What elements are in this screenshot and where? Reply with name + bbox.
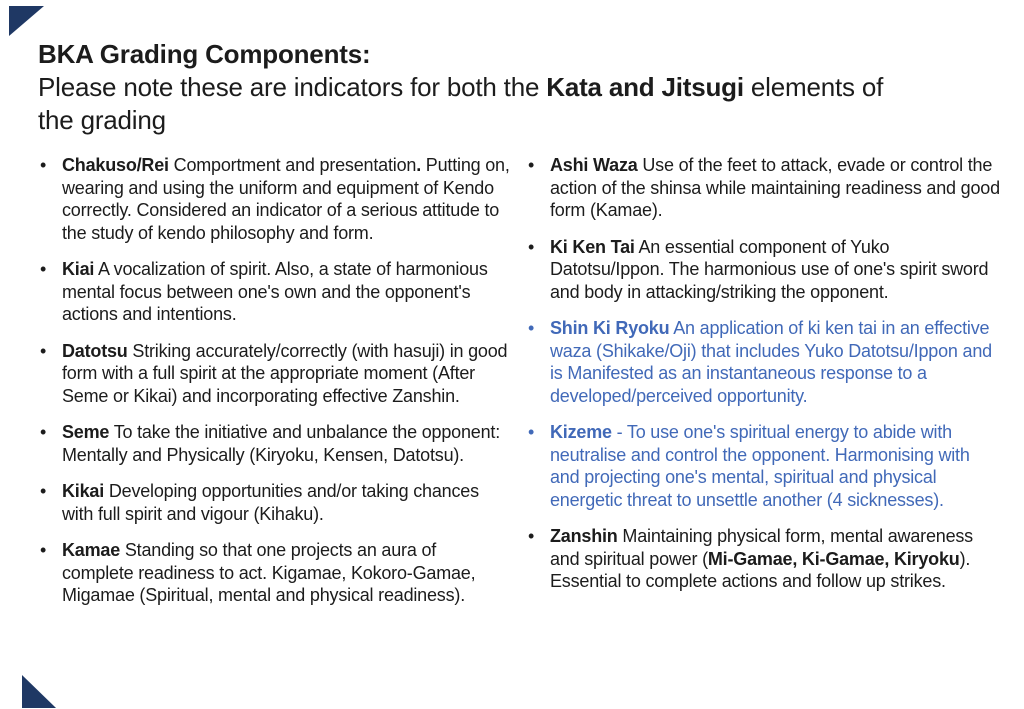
bullet-icon: • xyxy=(40,155,47,175)
bullet-icon: • xyxy=(40,422,47,442)
column-left xyxy=(38,154,510,621)
bullet-text: Kizeme - To use one's spiritual energy to abide with neutralise and control the opponent. Harmonising with and projecting one's mental, spiritual and physical energetic threat to unsettle another (4 sicknesses). xyxy=(550,422,970,510)
corner-accent-bottom-left-icon xyxy=(22,675,56,708)
bullet-item xyxy=(38,154,510,244)
bullet-icon: • xyxy=(528,155,535,175)
bullet-item xyxy=(526,154,1002,222)
bullet-icon: • xyxy=(528,318,535,338)
slide-header xyxy=(38,38,1000,137)
bullet-icon: • xyxy=(40,340,47,361)
bullet-item xyxy=(526,236,1002,304)
corner-accent-top-left-icon xyxy=(9,6,44,36)
bullet-text: Ki Ken Tai An essential component of Yuko Datotsu/Ippon. The harmonious use of one's spirit sword and body in attacking/striking the opponent. xyxy=(550,236,989,302)
bullet-item xyxy=(38,421,510,466)
subtitle-text-prefix: Please note these are indicators for both the xyxy=(38,72,547,102)
bullet-text: Shin Ki Ryoku An application of ki ken tai in an effective waza (Shikake/Oji) that includes Yuko Datotsu/Ippon and is Manifested as an instantaneous response to a developed/perceived opportunity. xyxy=(550,318,992,406)
bullet-text: Kikai Developing opportunities and/or taking chances with full spirit and vigour (Kihaku). xyxy=(62,481,479,524)
bullet-icon: • xyxy=(528,236,535,257)
bullet-item xyxy=(526,421,1002,511)
bullet-text: Seme To take the initiative and unbalance the opponent: Mentally and Physically (Kiryoku, Kensen, Datotsu). xyxy=(62,422,501,465)
bullet-text: Zanshin Maintaining physical form, mental awareness and spiritual power (Mi-Gamae, Ki-Gamae, Kiryoku). Essential to complete actions and follow up strikes. xyxy=(550,526,973,591)
bullet-item xyxy=(38,480,510,525)
bullet-icon: • xyxy=(40,481,47,501)
bullet-icon: • xyxy=(40,259,47,279)
content-columns xyxy=(38,154,1002,621)
slide-subtitle xyxy=(38,71,1000,137)
bullet-item xyxy=(38,539,510,607)
bullet-text: Datotsu Striking accurately/correctly (with hasuji) in good form with a full spirit at the appropriate moment (After Seme or Kikai) and incorporating effective Zanshin. xyxy=(62,340,508,406)
bullet-item xyxy=(38,258,510,326)
subtitle-bold-text: Kata and Jitsugi xyxy=(546,72,744,102)
subtitle-text-suffix: elements of xyxy=(743,72,884,102)
bullet-text: Chakuso/Rei Comportment and presentation. Putting on, wearing and using the uniform and equipment of Kendo correctly. Considered an indicator of a serious attitude to the study of kendo philosophy and form. xyxy=(62,155,510,243)
bullet-text: Kamae Standing so that one projects an aura of complete readiness to act. Kigamae, Kokoro-Gamae, Migamae (Spiritual, mental and physical readiness). xyxy=(62,540,476,605)
bullet-icon: • xyxy=(528,422,535,442)
subtitle-line2: the grading xyxy=(38,105,166,135)
bullet-item xyxy=(526,317,1002,407)
bullet-item xyxy=(38,340,510,408)
slide-title: BKA Grading Components: xyxy=(38,39,371,69)
bullet-icon: • xyxy=(40,540,47,560)
bullet-text: Kiai A vocalization of spirit. Also, a state of harmonious mental focus between one's own and the opponent's actions and intentions. xyxy=(62,259,488,324)
column-right xyxy=(526,154,1002,621)
bullet-item xyxy=(526,525,1002,593)
bullet-text: Ashi Waza Use of the feet to attack, evade or control the action of the shinsa while maintaining readiness and good form (Kamae). xyxy=(550,155,1000,220)
bullet-icon: • xyxy=(528,526,535,546)
